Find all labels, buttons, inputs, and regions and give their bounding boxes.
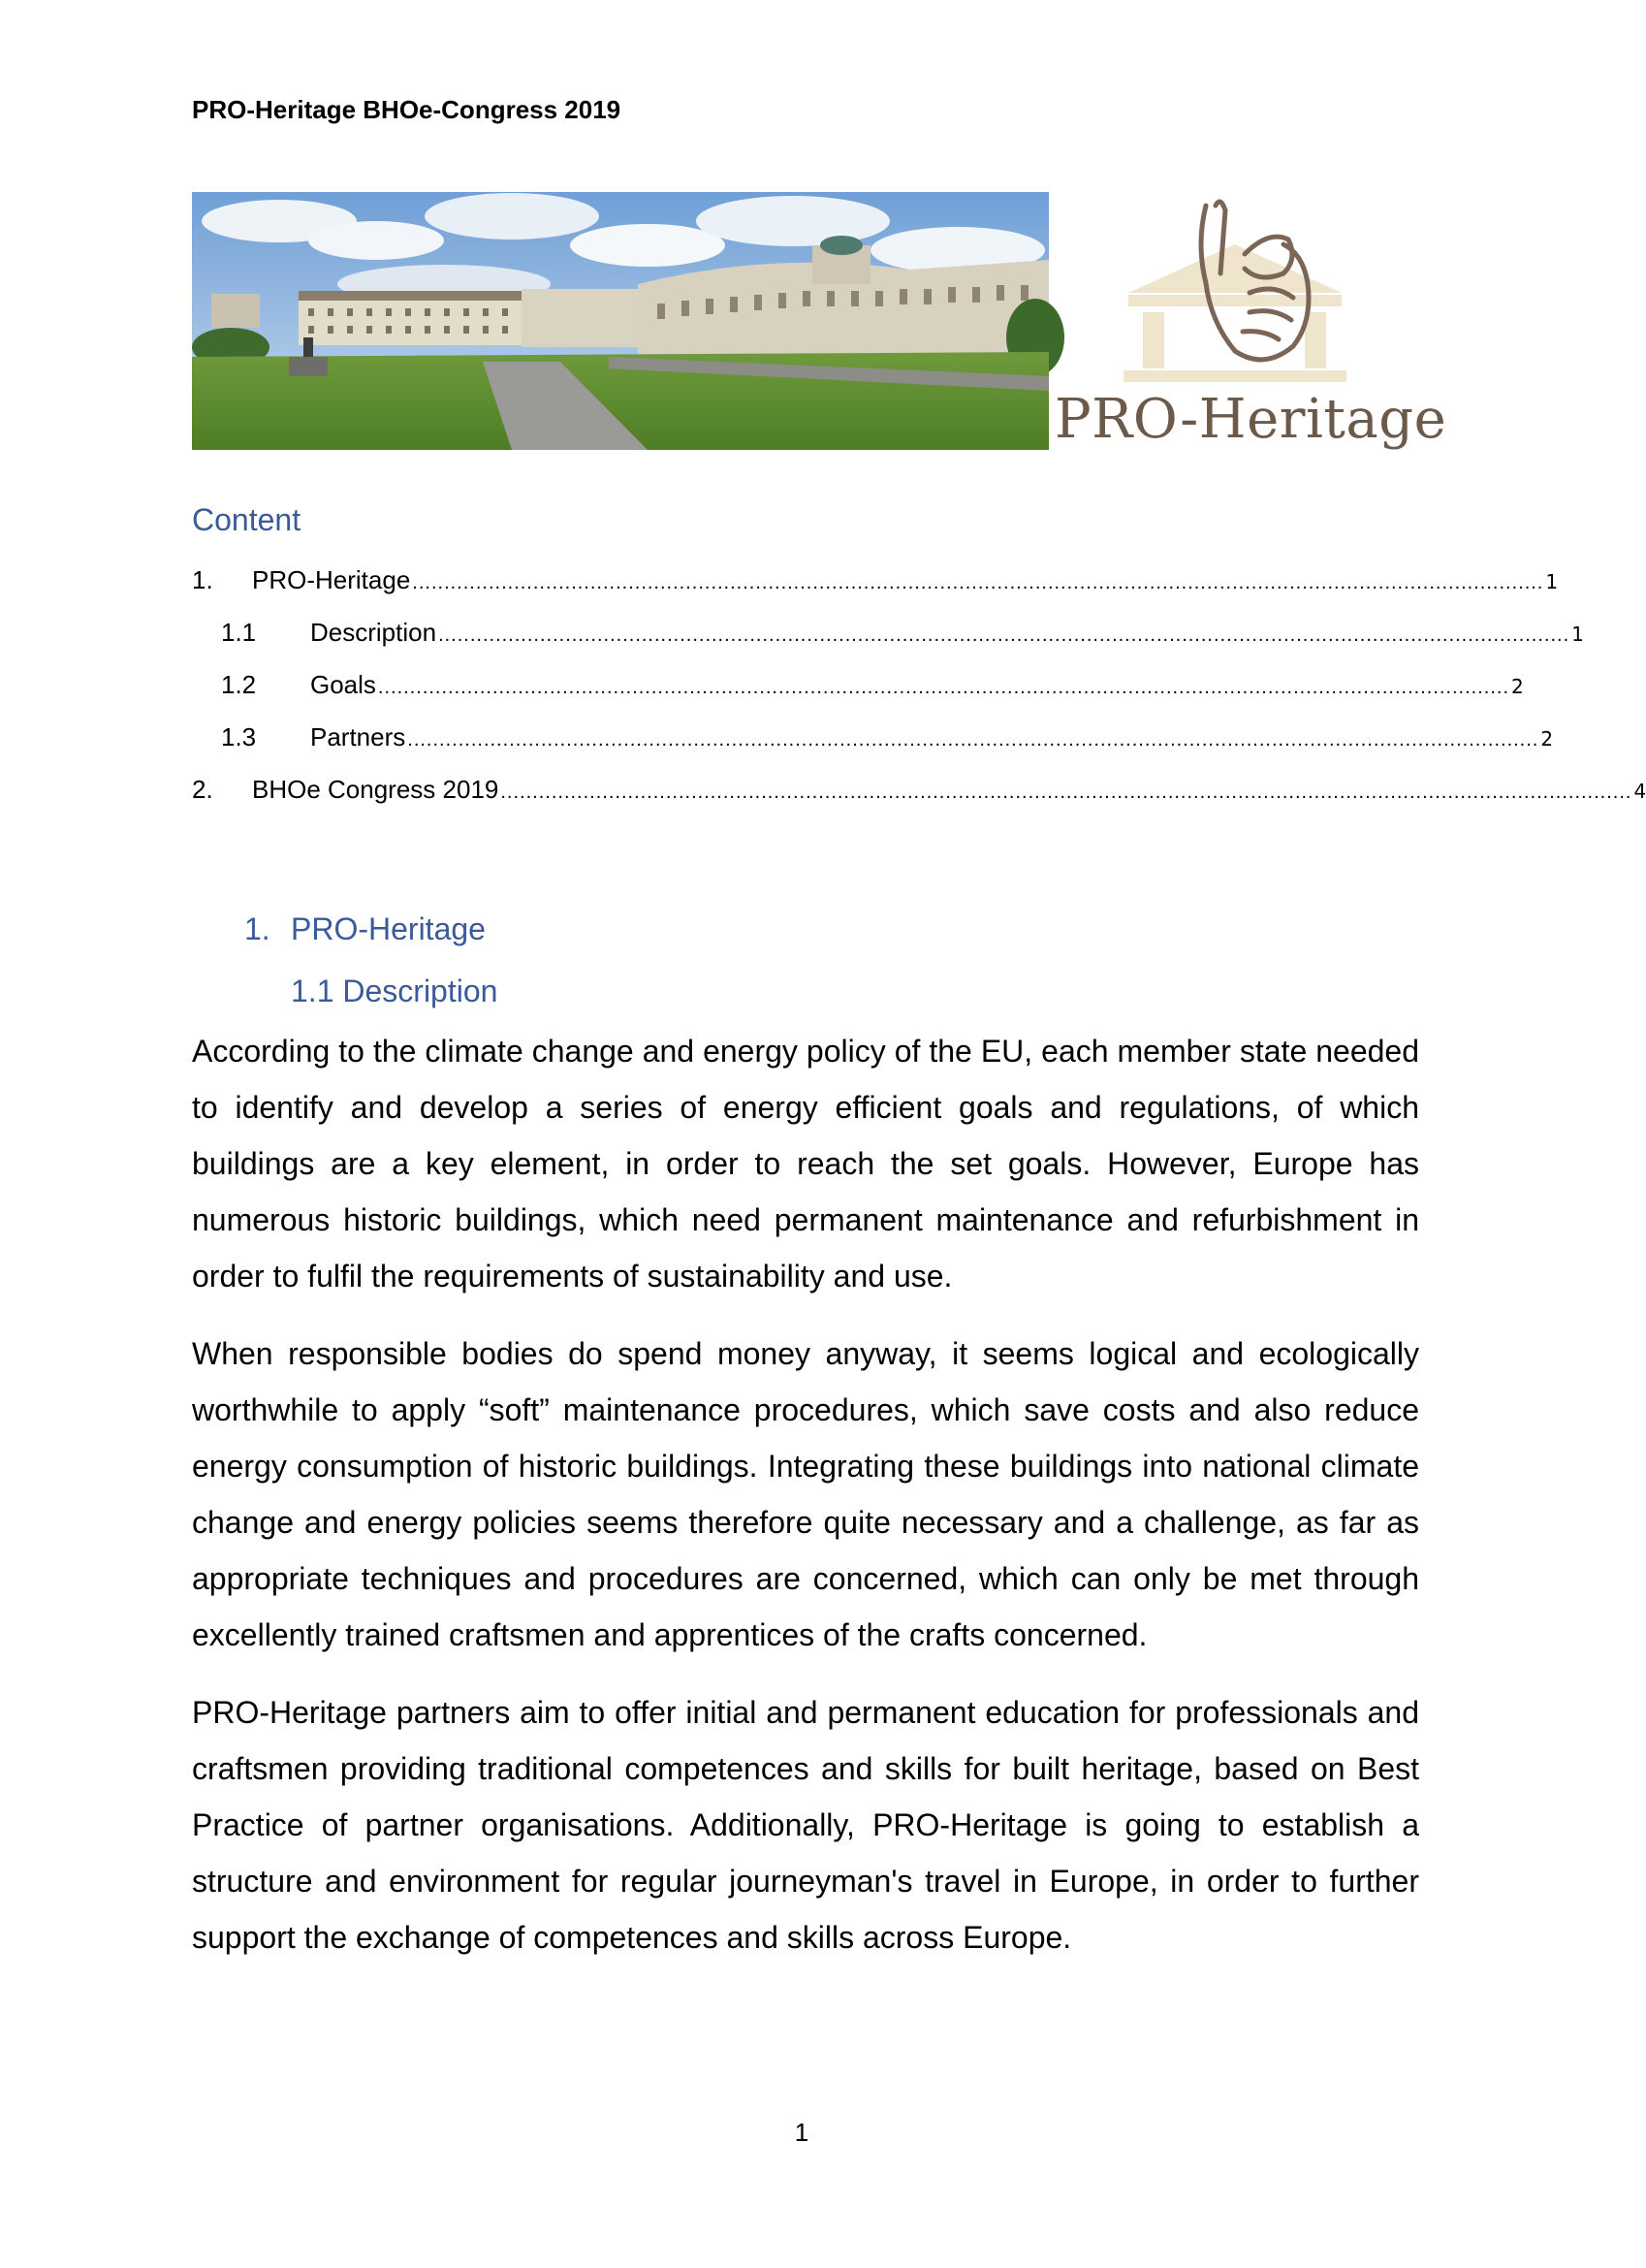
section-title: PRO-Heritage [291,911,486,946]
toc-entry[interactable] [192,716,1554,768]
toc-entry-number: 1.3 [221,722,257,751]
section-number: 1. [244,911,270,946]
toc-entry-number: 1.2 [221,670,257,699]
body-paragraph: PRO-Heritage partners aim to offer initial and permanent education for professionals and craftsmen providing traditional competences and skills for built heritage, based on Best Practice of partner organisations. Additionally, PRO-Heritage is going to establish a structure and environment for regular journeyman's travel in Europe, in order to further support the exchange of competences and skills across Europe. [192,1695,1419,1955]
body-paragraph: When responsible bodies do spend money anyway, it seems logical and ecologically worthwhile to apply “soft” maintenance procedures, which save costs and also reduce energy consumption of historic buildings. Integrating these buildings into national climate change and energy policies seems therefore quite necessary and a challenge, as far as appropriate techniques and procedures are concerned, which can only be met through excellently trained craftsmen and apprentices of the crafts concerned. [192,1336,1419,1652]
page-header: PRO-Heritage BHOe-Congress 2019 [192,95,621,124]
toc-entry-label: PRO-Heritage [252,565,411,594]
toc-entry-label: Description [310,618,437,647]
toc-entry-label: Goals [310,670,376,699]
toc-entry-number: 1.1 [221,618,257,647]
toc-entry[interactable] [192,768,1646,820]
toc-entry-page: 1 [1545,570,1559,593]
toc-leader-dots: .................................................................................................................................................................................. [438,624,1570,646]
logo-wordmark: PRO-Heritage [1055,388,1447,451]
toc-entry[interactable] [192,611,1584,663]
table-of-contents [192,559,1646,820]
toc-entry-page: 4 [1633,780,1646,803]
toc-leader-dots: .................................................................................................................................................................................. [377,677,1510,698]
banner-photo [192,192,1049,450]
toc-entry-page: 2 [1540,727,1554,751]
subsection-heading: 1.1 Description [291,974,498,1008]
toc-title: Content [192,502,301,537]
toc-entry-number: 1. [192,565,213,594]
page-number: 1 [794,2118,809,2147]
toc-entry-number: 2. [192,775,213,804]
toc-entry-label: Partners [310,722,406,751]
toc-entry-page: 2 [1511,675,1524,698]
toc-entry[interactable] [192,663,1524,716]
toc-entry[interactable] [192,559,1559,611]
section-heading [244,911,486,947]
toc-leader-dots: .................................................................................................................................................................................. [407,729,1539,751]
toc-leader-dots: .................................................................................................................................................................................. [412,572,1544,593]
toc-entry-page: 1 [1571,623,1584,646]
body-paragraph: According to the climate change and energy policy of the EU, each member state needed to identify and develop a series of energy efficient goals and regulations, of which buildings are a key element, in order to reach the set goals. However, Europe has numerous historic buildings, which need permanent maintenance and refurbishment in order to fulfil the requirements of sustainability and use. [192,1034,1419,1294]
toc-leader-dots: .................................................................................................................................................................................. [500,782,1632,803]
toc-entry-label: BHOe Congress 2019 [252,775,499,804]
